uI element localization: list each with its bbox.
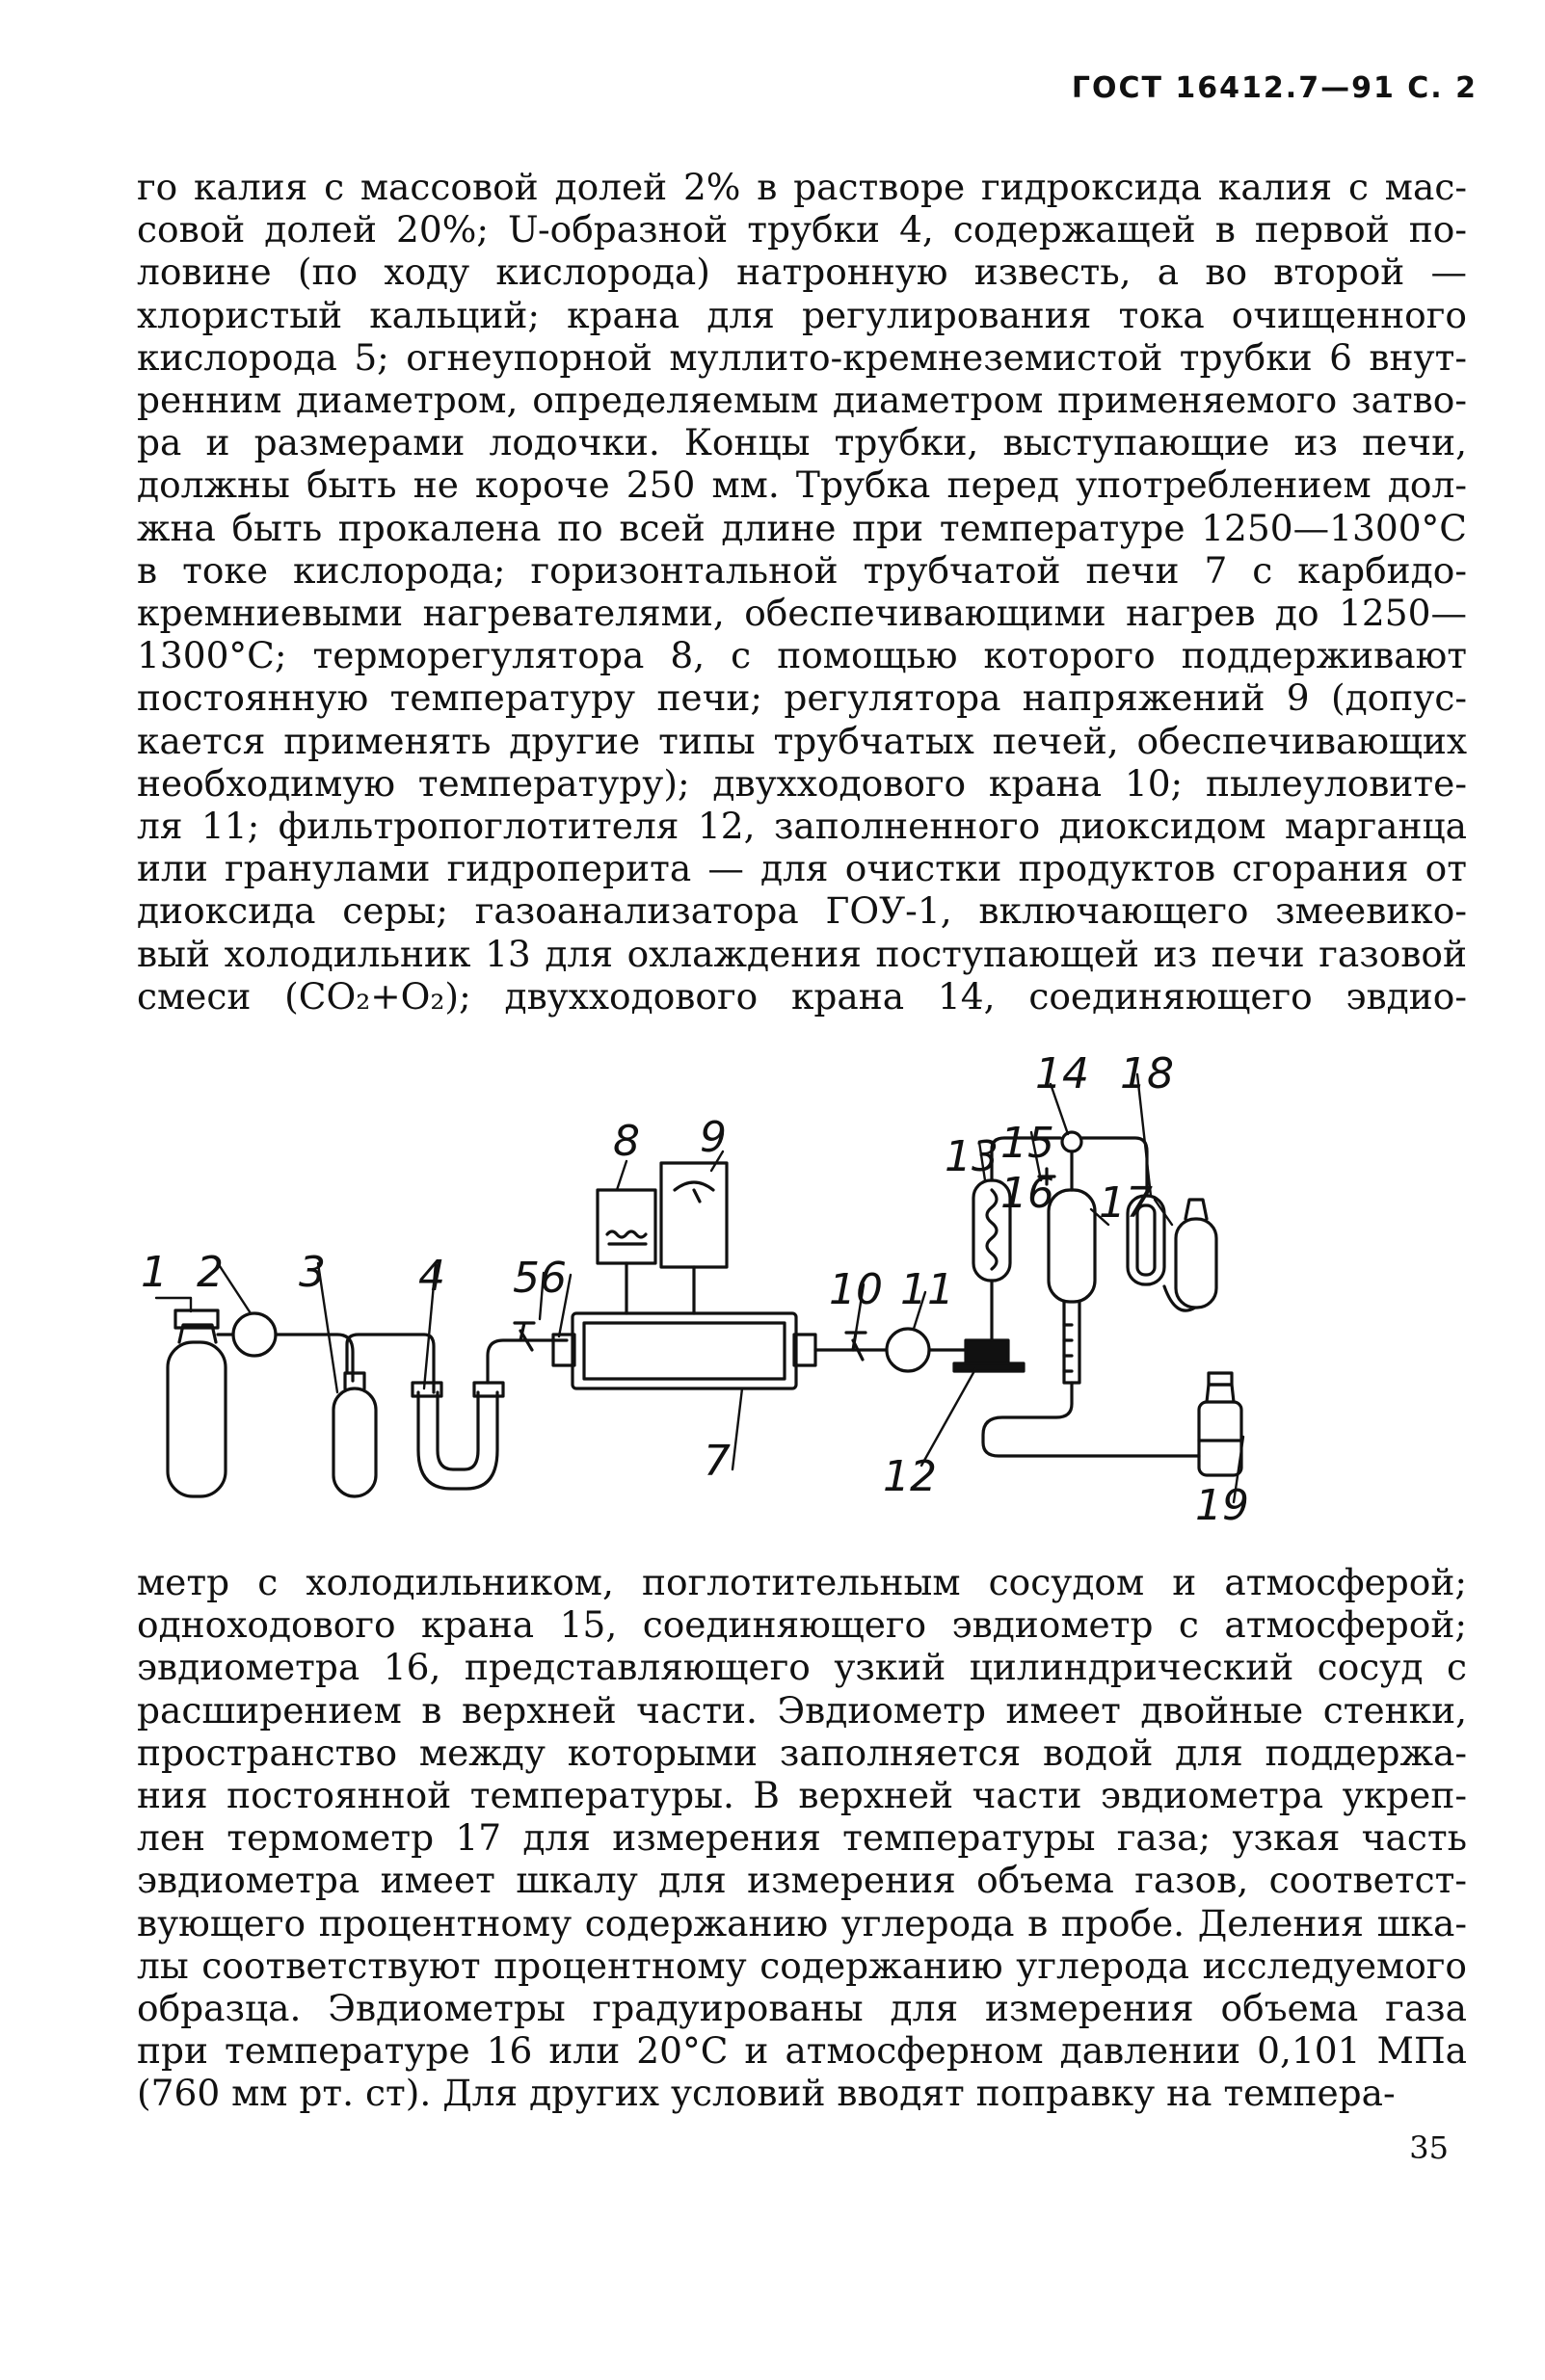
paragraph-bottom — [137, 1561, 1467, 2115]
text-line: лы соответствуют процентному содержанию углерода исследуемого — [137, 1944, 1467, 1987]
leveling-bottle — [1199, 1373, 1241, 1475]
apparatus-diagram — [135, 1045, 1475, 1527]
text-line: кремниевыми нагревателями, обеспечивающими нагрев до 1250— — [137, 592, 1467, 635]
text-line: в токе кислорода; горизонтальной трубчатой печи 7 с карбидо- — [137, 548, 1467, 592]
text-line: ренним диаметром, определяемым диаметром применяемого затво- — [137, 379, 1467, 422]
text-line: ля 11; фильтропоглотителя 12, заполненного диоксидом марганца — [137, 805, 1467, 848]
fig-label-17: 17 — [1099, 1178, 1153, 1228]
text-line: хлористый кальций; крана для регулирования тока очищенного — [137, 293, 1467, 336]
fig-label-12: 12 — [883, 1452, 937, 1501]
text-line: или гранулами гидроперита — для очистки продуктов сгорания от — [137, 847, 1467, 890]
fig-label-14: 14 — [1035, 1049, 1089, 1098]
fig-label-11: 11 — [900, 1265, 954, 1314]
paragraph-top — [137, 166, 1467, 1018]
fig-label-7: 7 — [704, 1437, 731, 1486]
u-tube — [413, 1340, 567, 1489]
text-line: необходимую температуру); двухходового крана 10; пылеуловите- — [137, 761, 1467, 805]
text-line: пространство между которыми заполняется водой для поддержа- — [137, 1731, 1467, 1774]
oxygen-cylinder — [168, 1310, 226, 1496]
text-line: постоянную температуру печи; регулятора напряжений 9 (допус- — [137, 676, 1467, 720]
text-line: образца. Эвдиометры градуированы для измерения объема газа — [137, 1987, 1467, 2030]
text-line: вующего процентному содержанию углерода в пробе. Деления шка- — [137, 1901, 1467, 1944]
fig-label-16: 16 — [1000, 1169, 1054, 1218]
tube-furnace — [553, 1313, 815, 1388]
filter-absorber — [954, 1340, 1024, 1371]
text-line: ния постоянной температуры. В верхней части эвдиометра укреп- — [137, 1774, 1467, 1817]
rubber-hose — [983, 1383, 1199, 1456]
regulating-valve — [515, 1323, 534, 1350]
fig-label-4: 4 — [418, 1252, 445, 1301]
fig-label-3: 3 — [299, 1248, 326, 1297]
fig-label-9: 9 — [700, 1113, 727, 1162]
voltage-regulator — [661, 1163, 727, 1313]
text-line: вый холодильник 13 для охлаждения поступающей из печи газовой — [137, 932, 1467, 975]
two-way-valve — [846, 1333, 866, 1360]
fig-label-13: 13 — [945, 1132, 999, 1181]
fig-label-18: 18 — [1120, 1049, 1174, 1098]
text-line: метр с холодильником, поглотительным сосудом и атмосферой; — [137, 1561, 1467, 1603]
fig-label-1: 1 — [141, 1248, 168, 1297]
text-line: 1300°С; терморегулятора 8, с помощью которого поддерживают — [137, 634, 1467, 677]
text-line: смеси (CO₂+O₂); двухходового крана 14, соединяющего эвдио- — [137, 974, 1467, 1018]
text-line: расширением в верхней части. Эвдиометр имеет двойные стенки, — [137, 1688, 1467, 1732]
fig-label-2: 2 — [197, 1248, 224, 1297]
text-line: (760 мм рт. ст). Для других условий вводят поправку на темпера- — [137, 2072, 1396, 2115]
text-line: ловине (по ходу кислорода) натронную известь, а во второй — — [137, 251, 1467, 294]
text-line: диоксида серы; газоанализатора ГОУ-1, включающего змеевико- — [137, 889, 1467, 933]
fig-label-5: 5 — [513, 1254, 540, 1303]
fig-label-10: 10 — [829, 1265, 883, 1314]
text-line: кислорода 5; огнеупорной муллито-кремнеземистой трубки 6 внут- — [137, 335, 1467, 379]
page-number: 35 — [1409, 2129, 1449, 2166]
text-line: лен термометр 17 для измерения температуры газа; узкая часть — [137, 1816, 1467, 1860]
text-line: должны быть не короче 250 мм. Трубка перед употреблением дол- — [137, 463, 1467, 507]
gas-reducer — [233, 1313, 276, 1356]
fig-label-15: 15 — [1000, 1119, 1054, 1168]
dust-collector — [887, 1329, 929, 1371]
text-line: эвдиометра имеет шкалу для измерения объема газов, соответст- — [137, 1859, 1467, 1902]
text-line: одноходового крана 15, соединяющего эвдиометр с атмосферой; — [137, 1603, 1467, 1647]
text-line: го калия с массовой долей 2% в растворе гидроксида калия с мас- — [137, 166, 1467, 208]
text-line: эвдиометра 16, представляющего узкий цилиндрический сосуд с — [137, 1646, 1467, 1689]
text-line: совой долей 20%; U-образной трубки 4, содержащей в первой по- — [137, 208, 1467, 251]
text-line: жна быть прокалена по всей длине при температуре 1250—1300°С — [137, 506, 1467, 549]
fig-label-8: 8 — [613, 1117, 640, 1166]
thermoregulator — [598, 1190, 655, 1313]
text-line: кается применять другие типы трубчатых печей, обеспечивающих — [137, 719, 1467, 762]
eudiometer — [1049, 1151, 1095, 1383]
fig-label-6: 6 — [540, 1254, 567, 1303]
document-header: ГОСТ 16412.7—91 С. 2 — [1071, 71, 1478, 105]
text-line: ра и размерами лодочки. Концы трубки, выступающие из печи, — [137, 421, 1467, 464]
fig-label-19: 19 — [1195, 1481, 1249, 1527]
text-line: при температуре 16 или 20°С и атмосферном давлении 0,101 МПа — [137, 2029, 1467, 2073]
